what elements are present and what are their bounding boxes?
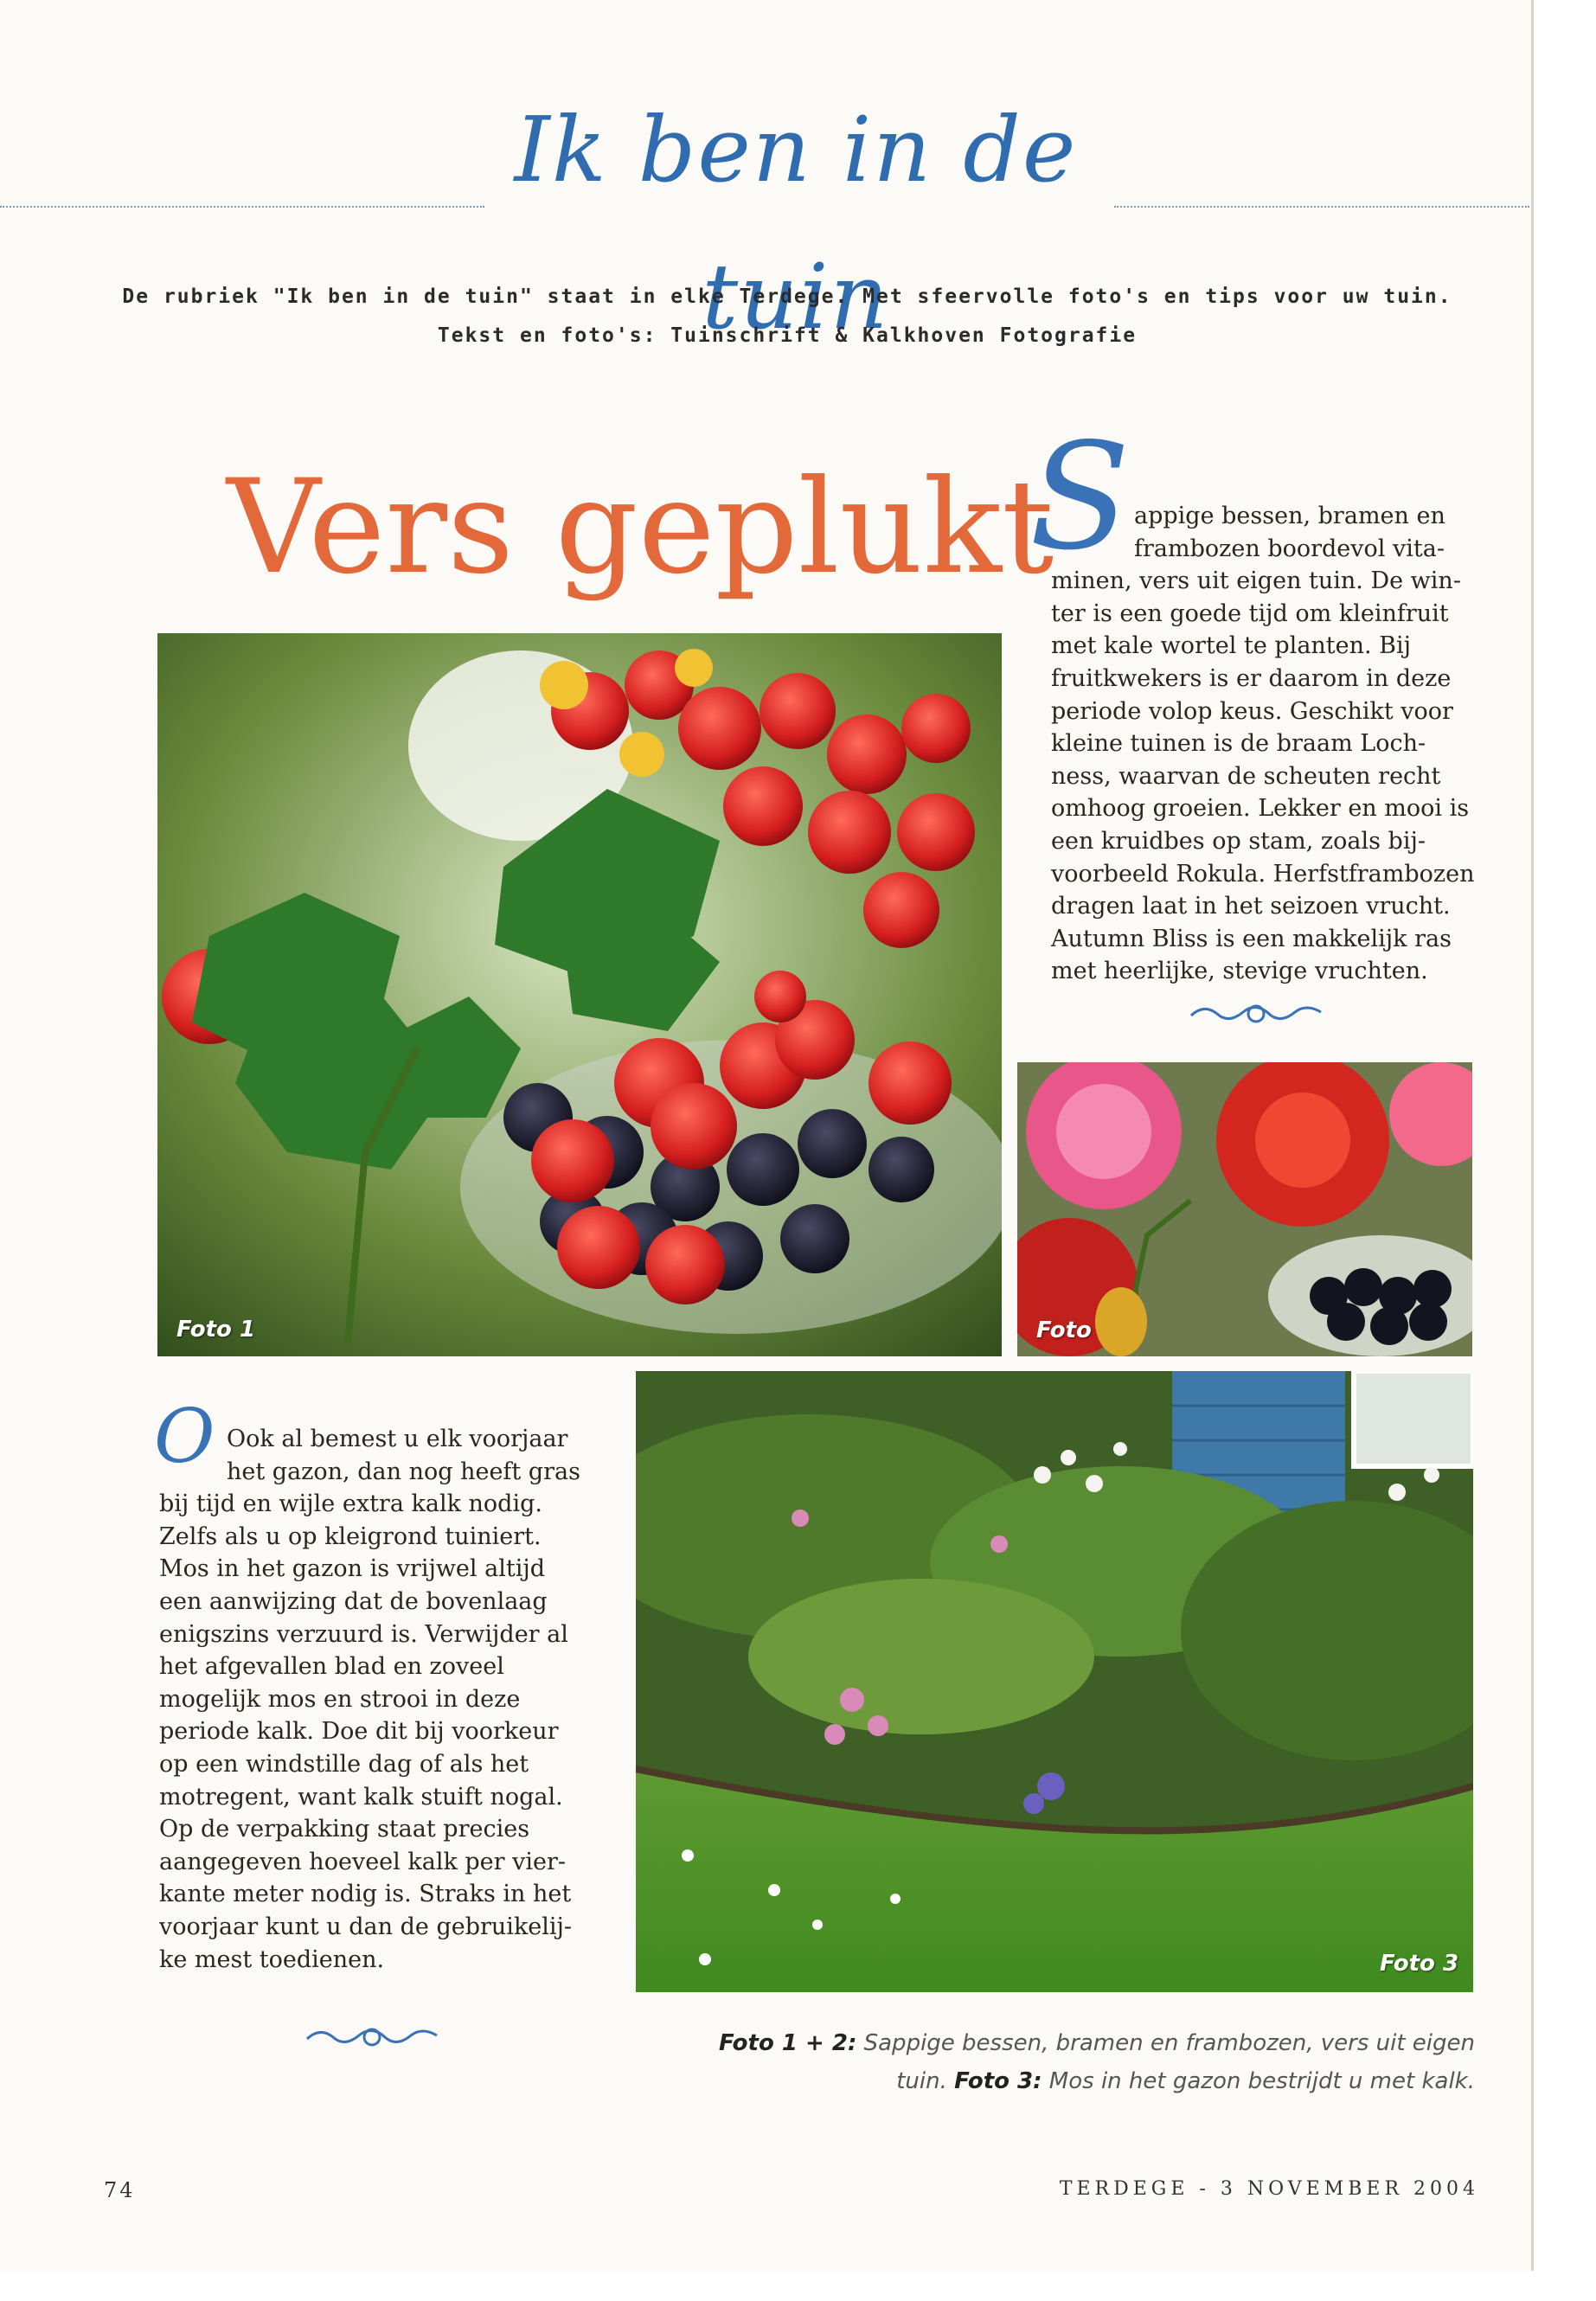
article-paragraph-2 (159, 1423, 592, 1976)
text-line: periode volop keus. Geschikt voor (1051, 697, 1453, 725)
ornament-swirl-2 (303, 2020, 441, 2054)
text-line: het gazon, dan nog heeft gras (227, 1458, 580, 1485)
header-rule-left (0, 206, 484, 208)
text-line: bij tijd en wijle extra kalk nodig. (159, 1490, 542, 1518)
text-line: met kale wortel te planten. Bij (1051, 632, 1412, 660)
text-line: Autumn Bliss is een makkelijk ras (1051, 925, 1452, 952)
caption-text-1: Sappige bessen, bramen en frambozen, vers uit eigen (856, 2030, 1475, 2056)
text-line: omhoog groeien. Lekker en mooi is (1051, 795, 1470, 823)
text-line: op een windstille dag of als het (159, 1750, 529, 1778)
text-line: ter is een goede tijd om kleinfruit (1051, 599, 1449, 627)
intro-line: De rubriek "Ik ben in de tuin" staat in elke Terdege. Met sfeervolle foto's en tips voor uw tuin. (122, 285, 1452, 308)
text-line: motregent, want kalk stuift nogal. (159, 1783, 563, 1811)
text-line: ke mest toedienen. (159, 1945, 385, 1973)
text-line: ness, waarvan de scheuten recht (1051, 762, 1441, 790)
header-rule-right (1114, 206, 1529, 208)
text-line: mogelijk mos en strooi in deze (159, 1685, 521, 1713)
caption-line-1 (657, 2024, 1475, 2062)
photo-dahlias (1017, 1062, 1472, 1356)
caption-label-2: Foto 3: (954, 2068, 1042, 2094)
text-line: met heerlijke, stevige vruchten. (1051, 958, 1428, 985)
text-line: kante meter nodig is. Straks in het (159, 1881, 572, 1908)
text-line: minen, vers uit eigen tuin. De win- (1051, 567, 1461, 595)
caption-text-2b: Mos in het gazon bestrijdt u met kalk. (1042, 2068, 1475, 2094)
dropcap-o: O (154, 1394, 215, 1480)
ornament-swirl (1187, 997, 1325, 1031)
text-line: periode kalk. Doe dit bij voorkeur (159, 1718, 559, 1746)
text-line: een aanwijzing dat de bovenlaag (159, 1587, 548, 1615)
credits-line: Tekst en foto's: Tuinschrift & Kalkhoven Fotografie (437, 324, 1138, 347)
text-line: Op de verpakking staat precies (159, 1816, 530, 1843)
text-line: dragen laat in het seizoen vrucht. (1051, 893, 1451, 920)
article-headline: Vers geplukt (227, 452, 1054, 603)
text-line: appige bessen, bramen en (1134, 503, 1445, 529)
section-script-title: Ik ben in de tuin (514, 97, 1078, 349)
magazine-issue: TERDEGE - 3 NOVEMBER 2004 (1059, 2178, 1479, 2200)
text-line: het afgevallen blad en zoveel (159, 1653, 504, 1681)
photo-1-label: Foto 1 (176, 1317, 256, 1343)
text-line: frambozen boordevol vita- (1134, 535, 1445, 562)
text-line: een kruidbes op stam, zoals bij- (1051, 827, 1426, 855)
text-line: voorbeeld Rokula. Herfstframbozen (1051, 860, 1475, 888)
article-paragraph-1 (1051, 500, 1484, 988)
photo-3-label: Foto 3 (1380, 1951, 1459, 1977)
dropcap-s: S (1029, 412, 1131, 583)
text-line: Ook al bemest u elk voorjaar (227, 1426, 568, 1452)
photo-berries (157, 633, 1002, 1356)
text-line: fruitkwekers is er daarom in deze (1051, 664, 1452, 692)
page-number: 74 (104, 2178, 136, 2202)
text-line: enigszins verzuurd is. Verwijder al (159, 1620, 568, 1648)
text-line: aangegeven hoeveel kalk per vier- (159, 1848, 567, 1875)
text-line: voorjaar kunt u dan de gebruikelij- (159, 1913, 573, 1940)
photo-garden (636, 1371, 1473, 1992)
caption-text-2a: tuin. (896, 2068, 955, 2094)
text-line: kleine tuinen is de braam Loch- (1051, 730, 1426, 758)
photo-caption (657, 2024, 1475, 2100)
text-line: Mos in het gazon is vrijwel altijd (159, 1555, 546, 1583)
photo-2-label: Foto (1036, 1317, 1092, 1343)
text-line: Zelfs als u op kleigrond tuiniert. (159, 1522, 542, 1550)
caption-label-1: Foto 1 + 2: (718, 2030, 857, 2056)
caption-line-2 (657, 2062, 1475, 2100)
